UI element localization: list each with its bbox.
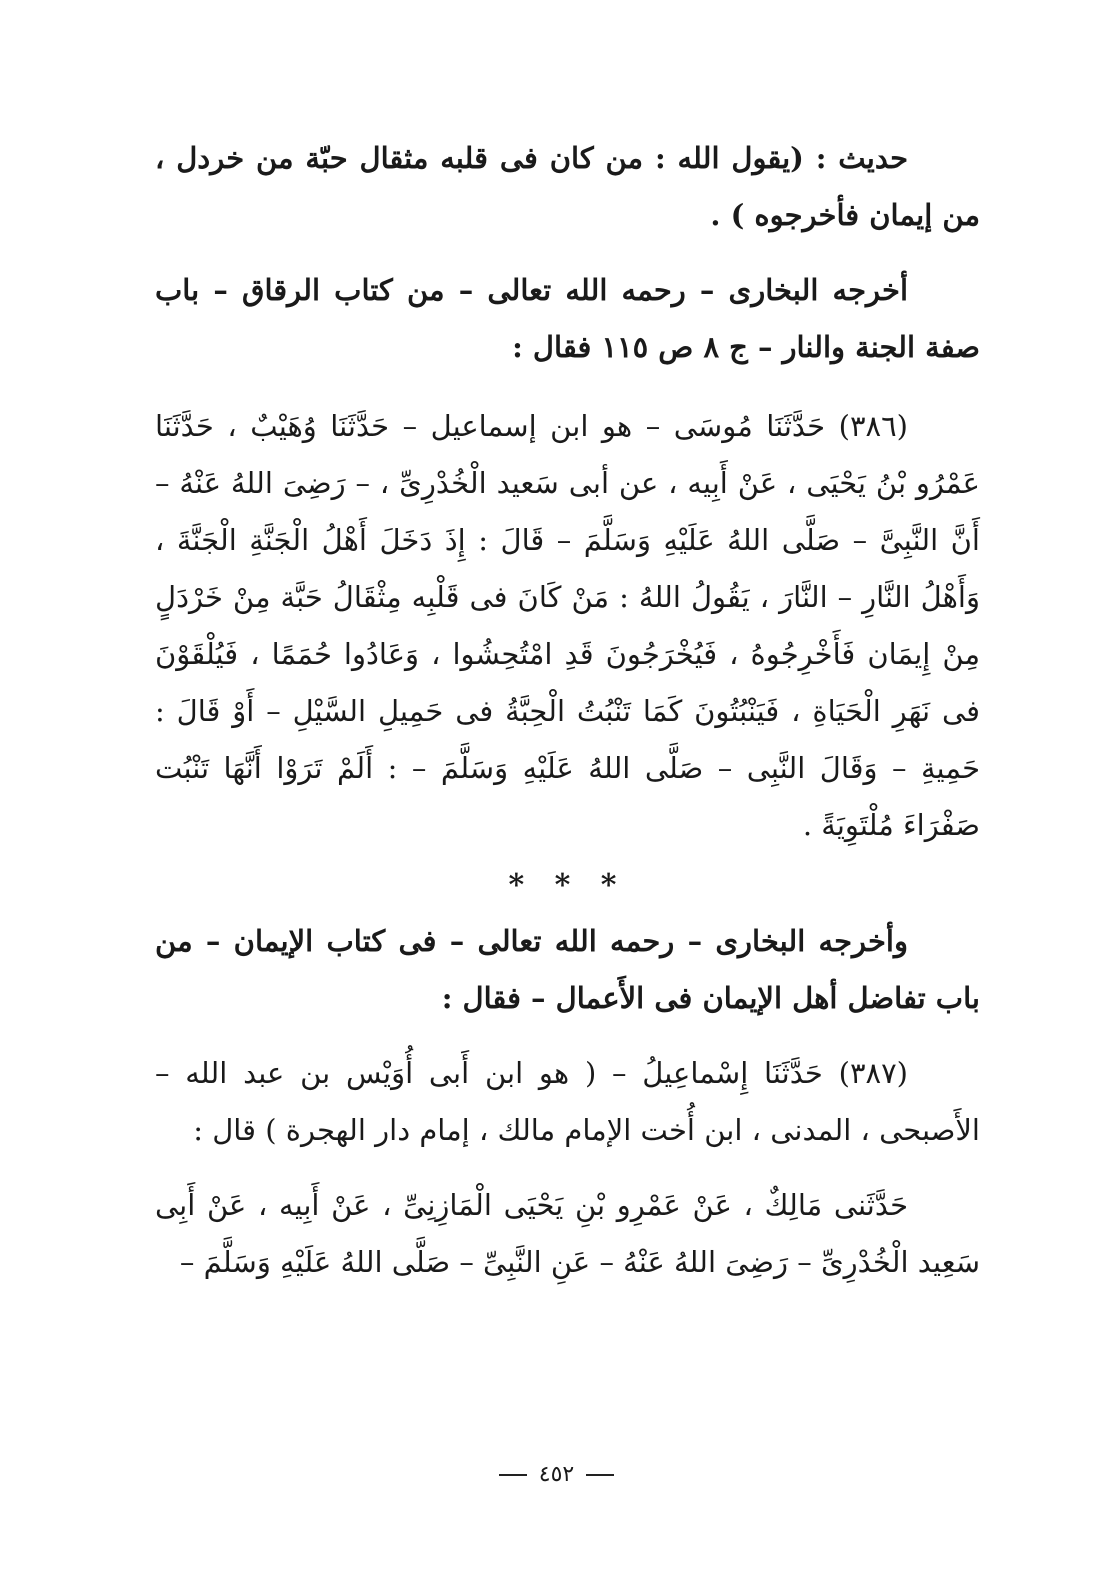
page-number-dash-left [499, 1474, 527, 1476]
hadith-387-text: حَدَّثَنى مَالِكٌ ، عَنْ عَمْرِو بْنِ يَحْيَى الْمَازِنِىِّ ، عَنْ أَبِيه ، عَنْ أَبِى سَعِيد الْخُدْرِىِّ – رَضِىَ اللهُ عَنْهُ – عَنِ النَّبِىِّ – صَلَّى اللهُ عَلَيْهِ وَسَلَّمَ – [155, 1188, 980, 1279]
page-number: ٤٥٢ [538, 1462, 575, 1487]
source-reference-2: وأخرجه البخارى – رحمه الله تعالى – فى كتاب الإيمان – من باب تفاضل أهل الإيمان فى الأَعمال – فقال : [155, 924, 980, 1015]
hadith-387-intro: (٣٨٧) حَدَّثَنَا إِسْماعِيلُ – ( هو ابن أَبى أُوَيْس بن عبد الله – الأَصبحى ، المدنى ، ابن أُخت الإمام مالك ، إمام دار الهجرة ) قال : [155, 1056, 980, 1147]
hadith-heading: حديث : (يقول الله : من كان فى قلبه مثقال حبّة من خردل ، من إيمان فأخرجوه ) . [155, 141, 980, 232]
page-body [155, 130, 980, 1291]
page-number-dash-right [586, 1474, 614, 1476]
section-separator: * * * [508, 868, 627, 903]
page-number-footer [0, 1462, 1113, 1487]
hadith-386-text: (٣٨٦) حَدَّثَنَا مُوسَى – هو ابن إسماعيل – حَدَّثَنَا وُهَيْبٌ ، حَدَّثَنَا عَمْرُو بْنُ يَحْيَى ، عَنْ أَبِيه ، عن أبى سَعيد الْخُدْرِىِّ ، – رَضِىَ اللهُ عَنْهُ – أَنَّ النَّبِىَّ – صَلَّى اللهُ عَلَيْهِ وَسَلَّمَ – قَالَ : إِذَ دَخَلَ أَهْلُ الْجَنَّةِ الْجَنَّةَ ، وَأَهْلُ النَّارِ – النَّارَ ، يَقُولُ اللهُ : مَنْ كَانَ فى قَلْبِه مِثْقَالُ حَبَّة مِنْ خَرْدَلٍ مِنْ إِيمَان فَأَخْرِجُوهُ ، فَيُخْرَجُونَ قَدِ امْتُحِشُوا ، وَعَادُوا حُمَمًا ، فَيُلْقَوْنَ فى نَهَرِ الْحَيَاةِ ، فَيَنْبُتُونَ كَمَا تَنْبُتُ الْحِبَّةُ فى حَمِيلِ السَّيْلِ – أَوْ قَالَ : حَمِيةِ – وَقَالَ النَّبِى – صَلَّى اللهُ عَلَيْهِ وَسَلَّمَ – : أَلَمْ تَرَوْا أَنَّهَا تَنْبُت صَفْرَاءَ مُلْتَوِيَةً . [155, 409, 980, 842]
source-reference-1: أخرجه البخارى – رحمه الله تعالى – من كتاب الرقاق – باب صفة الجنة والنار – ج ٨ ص ١١٥ فقال : [155, 273, 980, 364]
